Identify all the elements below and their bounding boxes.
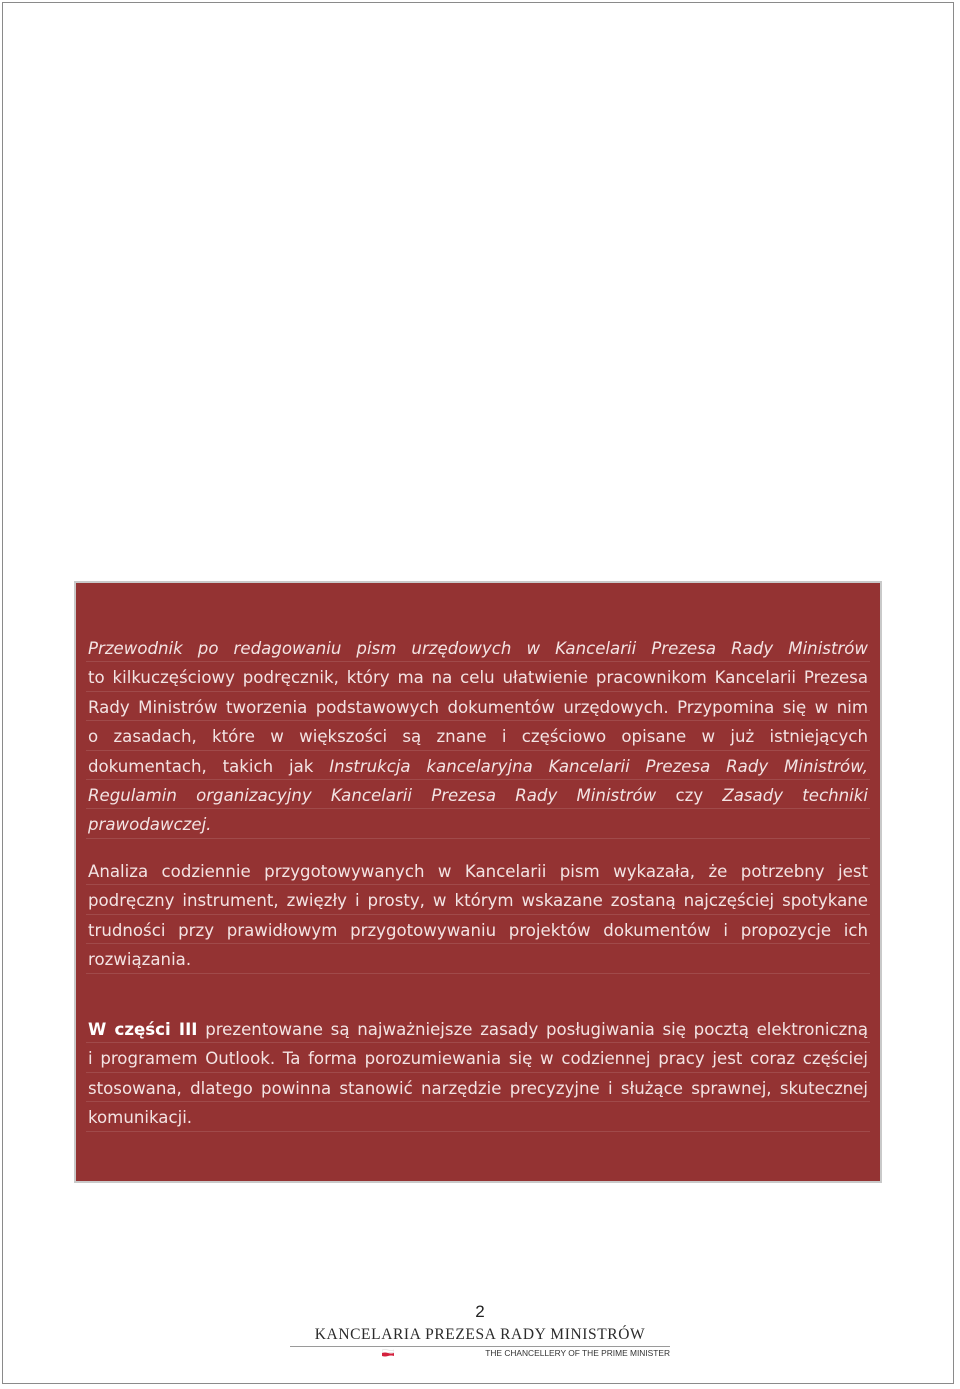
document-reference-italic: Regulamin organizacyjny Kancelarii Prezesa Rady Ministrów <box>88 786 657 806</box>
intro-paragraph-2 <box>88 857 868 975</box>
text-line: rozwiązania. <box>88 945 868 974</box>
document-reference-italic: Instrukcja kancelaryjna Kancelarii Prezesa Rady Ministrów, <box>329 756 868 776</box>
text-line <box>88 781 868 810</box>
document-reference-italic: prawodawczej. <box>88 815 212 835</box>
intro-paragraph-3 <box>88 1015 868 1133</box>
text-line <box>88 810 868 839</box>
intro-paragraph-1 <box>88 634 868 840</box>
text-span: dokumentach, takich jak <box>88 756 314 776</box>
part-heading-bold: W części III <box>88 1020 198 1039</box>
page-number: 2 <box>475 1302 485 1321</box>
chancellery-logo <box>290 1326 670 1362</box>
text-line: Analiza codziennie przygotowywanych w Kancelarii pism wykazała, że potrzebny jest <box>88 857 868 886</box>
guide-title-italic: Przewodnik po redagowaniu pism urzędowych w Kancelarii Prezesa Rady Ministrów <box>88 639 868 658</box>
text-line: to kilkuczęściowy podręcznik, który ma na celu ułatwienie pracownikom Kancelarii Prezesa <box>88 663 868 692</box>
logo-subtitle: THE CHANCELLERY OF THE PRIME MINISTER <box>485 1348 670 1358</box>
text-line <box>88 634 868 663</box>
text-line: Rady Ministrów tworzenia podstawowych dokumentów urzędowych. Przypomina się w nim <box>88 693 868 722</box>
text-line <box>88 1015 868 1044</box>
polish-flag-icon <box>382 1349 394 1357</box>
text-span: prezentowane są najważniejsze zasady posługiwania się pocztą elektroniczną <box>205 1020 868 1039</box>
intro-text-box <box>74 581 882 1183</box>
text-line <box>88 752 868 781</box>
logo-title: KANCELARIA PREZESA RADY MINISTRÓW <box>314 1326 646 1343</box>
text-line: o zasadach, które w większości są znane i częściowo opisane w już istniejących <box>88 722 868 751</box>
text-line: stosowana, dlatego powinna stanowić narzędzie precyzyjne i służące sprawnej, skutecznej <box>88 1074 868 1103</box>
text-line: trudności przy prawidłowym przygotowywaniu projektów dokumentów i propozycje ich <box>88 916 868 945</box>
text-line: i programem Outlook. Ta forma porozumiewania się w codziennej pracy jest coraz częściej <box>88 1044 868 1073</box>
text-line: komunikacji. <box>88 1103 868 1132</box>
logo-divider <box>290 1346 670 1347</box>
text-line: podręczny instrument, zwięzły i prosty, w którym wskazane zostaną najczęściej spotykane <box>88 886 868 915</box>
text-span: czy <box>675 786 704 806</box>
document-reference-italic: Zasady techniki <box>722 786 869 806</box>
